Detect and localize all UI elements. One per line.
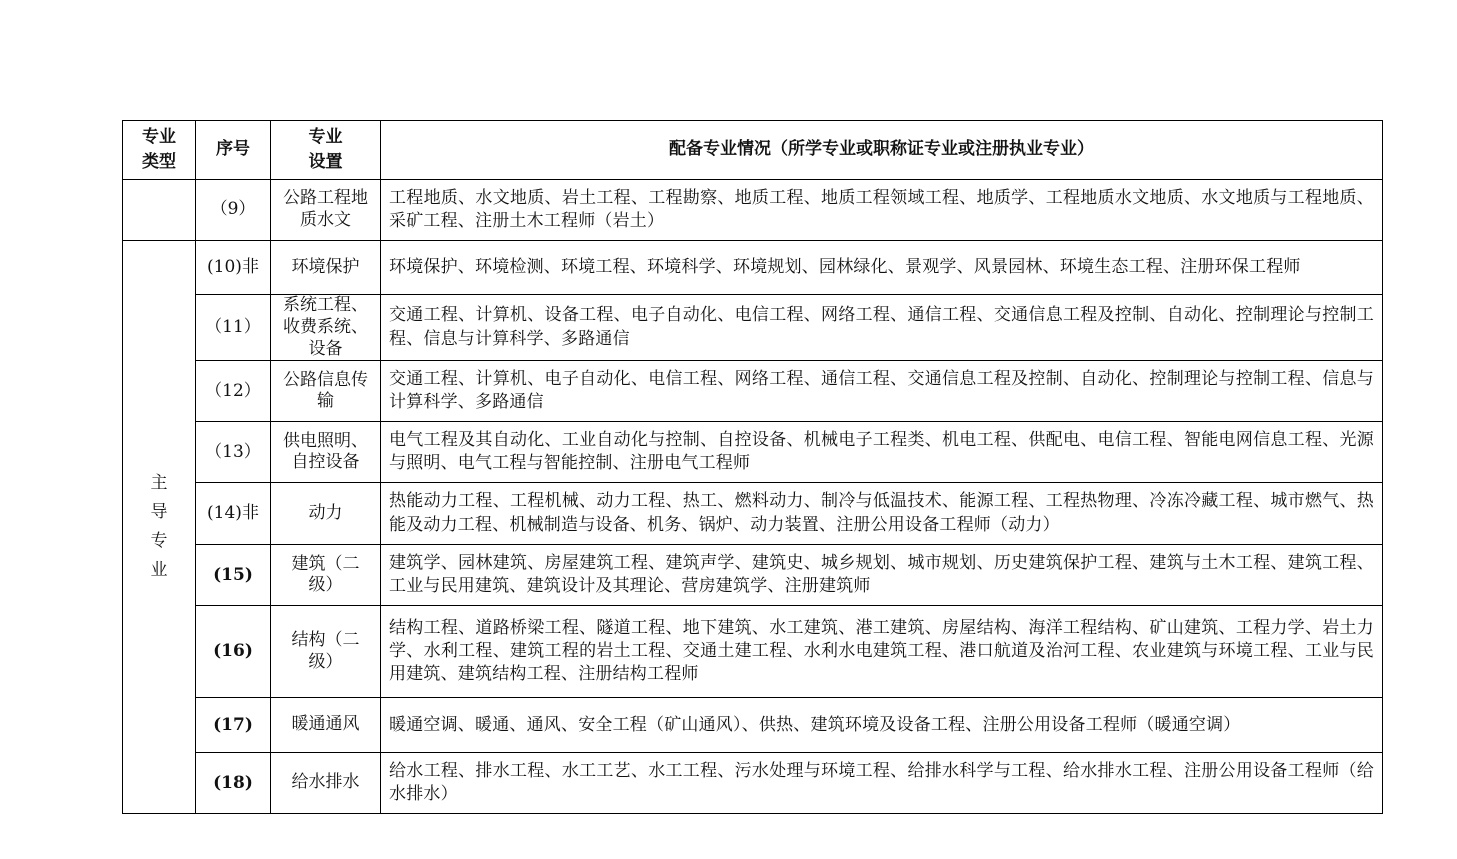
header-desc: 配备专业情况（所学专业或职称证专业或注册执业专业） [381, 121, 1383, 180]
row-setting: 建筑（二级） [271, 545, 381, 606]
group-label: 主导专业 [150, 473, 168, 581]
row-desc: 给水工程、排水工程、水工工艺、水工工程、污水处理与环境工程、给排水科学与工程、给水排水工程、注册公用设备工程师（给水排水） [381, 753, 1383, 814]
row-desc: 结构工程、道路桥梁工程、隧道工程、地下建筑、水工建筑、港工建筑、房屋结构、海洋工程结构、矿山建筑、工程力学、岩土力学、水利工程、建筑工程的岩土工程、交通土建工程、水利水电建筑工程、港口航道及治河工程、农业建筑与环境工程、工业与民用建筑、建筑结构工程、注册结构工程师 [381, 606, 1383, 698]
row-num: （11） [196, 295, 271, 361]
header-type: 专业类型 [123, 121, 196, 180]
table-row [123, 295, 1383, 361]
row-desc: 建筑学、园林建筑、房屋建筑工程、建筑声学、建筑史、城乡规划、城市规划、历史建筑保护工程、建筑与土木工程、建筑工程、工业与民用建筑、建筑设计及其理论、营房建筑学、注册建筑师 [381, 545, 1383, 606]
table-row [123, 753, 1383, 814]
row-num: (16) [196, 606, 271, 698]
row-desc: 交通工程、计算机、电子自动化、电信工程、网络工程、通信工程、交通信息工程及控制、自动化、控制理论与控制工程、信息与计算科学、多路通信 [381, 361, 1383, 422]
row-setting: 动力 [271, 483, 381, 545]
row-setting: 给水排水 [271, 753, 381, 814]
row-desc: 交通工程、计算机、设备工程、电子自动化、电信工程、网络工程、通信工程、交通信息工程及控制、自动化、控制理论与控制工程、信息与计算科学、多路通信 [381, 295, 1383, 361]
table-row [123, 180, 1383, 241]
row-desc: 暖通空调、暖通、通风、安全工程（矿山通风）、供热、建筑环境及设备工程、注册公用设备工程师（暖通空调） [381, 698, 1383, 753]
row-num: (15) [196, 545, 271, 606]
row-num: (17) [196, 698, 271, 753]
row-setting: 供电照明、自控设备 [271, 422, 381, 483]
table-row [123, 698, 1383, 753]
row-desc: 电气工程及其自动化、工业自动化与控制、自控设备、机械电子工程类、机电工程、供配电、电信工程、智能电网信息工程、光源与照明、电气工程与智能控制、注册电气工程师 [381, 422, 1383, 483]
table-row [123, 545, 1383, 606]
specialty-table [122, 120, 1383, 814]
row-setting: 结构（二级） [271, 606, 381, 698]
row-setting: 系统工程、收费系统、设备 [271, 295, 381, 361]
row-setting: 公路信息传输 [271, 361, 381, 422]
table-row [123, 606, 1383, 698]
row-setting: 公路工程地质水文 [271, 180, 381, 241]
header-setting: 专业设置 [271, 121, 381, 180]
row-num: （13） [196, 422, 271, 483]
type-cell-empty [123, 180, 196, 241]
row-num: (10)非 [196, 241, 271, 295]
row-setting: 环境保护 [271, 241, 381, 295]
group-label-cell [123, 241, 196, 814]
row-num: （12） [196, 361, 271, 422]
row-desc: 热能动力工程、工程机械、动力工程、热工、燃料动力、制冷与低温技术、能源工程、工程热物理、冷冻冷藏工程、城市燃气、热能及动力工程、机械制造与设备、机务、锅炉、动力装置、注册公用设备工程师（动力） [381, 483, 1383, 545]
row-num: （9） [196, 180, 271, 241]
header-num: 序号 [196, 121, 271, 180]
table-row [123, 361, 1383, 422]
table-row [123, 422, 1383, 483]
row-desc: 工程地质、水文地质、岩土工程、工程勘察、地质工程、地质工程领域工程、地质学、工程地质水文地质、水文地质与工程地质、采矿工程、注册土木工程师（岩土） [381, 180, 1383, 241]
table-row [123, 483, 1383, 545]
header-row [123, 121, 1383, 180]
table-row [123, 241, 1383, 295]
row-desc: 环境保护、环境检测、环境工程、环境科学、环境规划、园林绿化、景观学、风景园林、环境生态工程、注册环保工程师 [381, 241, 1383, 295]
row-num: (18) [196, 753, 271, 814]
row-num: (14)非 [196, 483, 271, 545]
row-setting: 暖通通风 [271, 698, 381, 753]
